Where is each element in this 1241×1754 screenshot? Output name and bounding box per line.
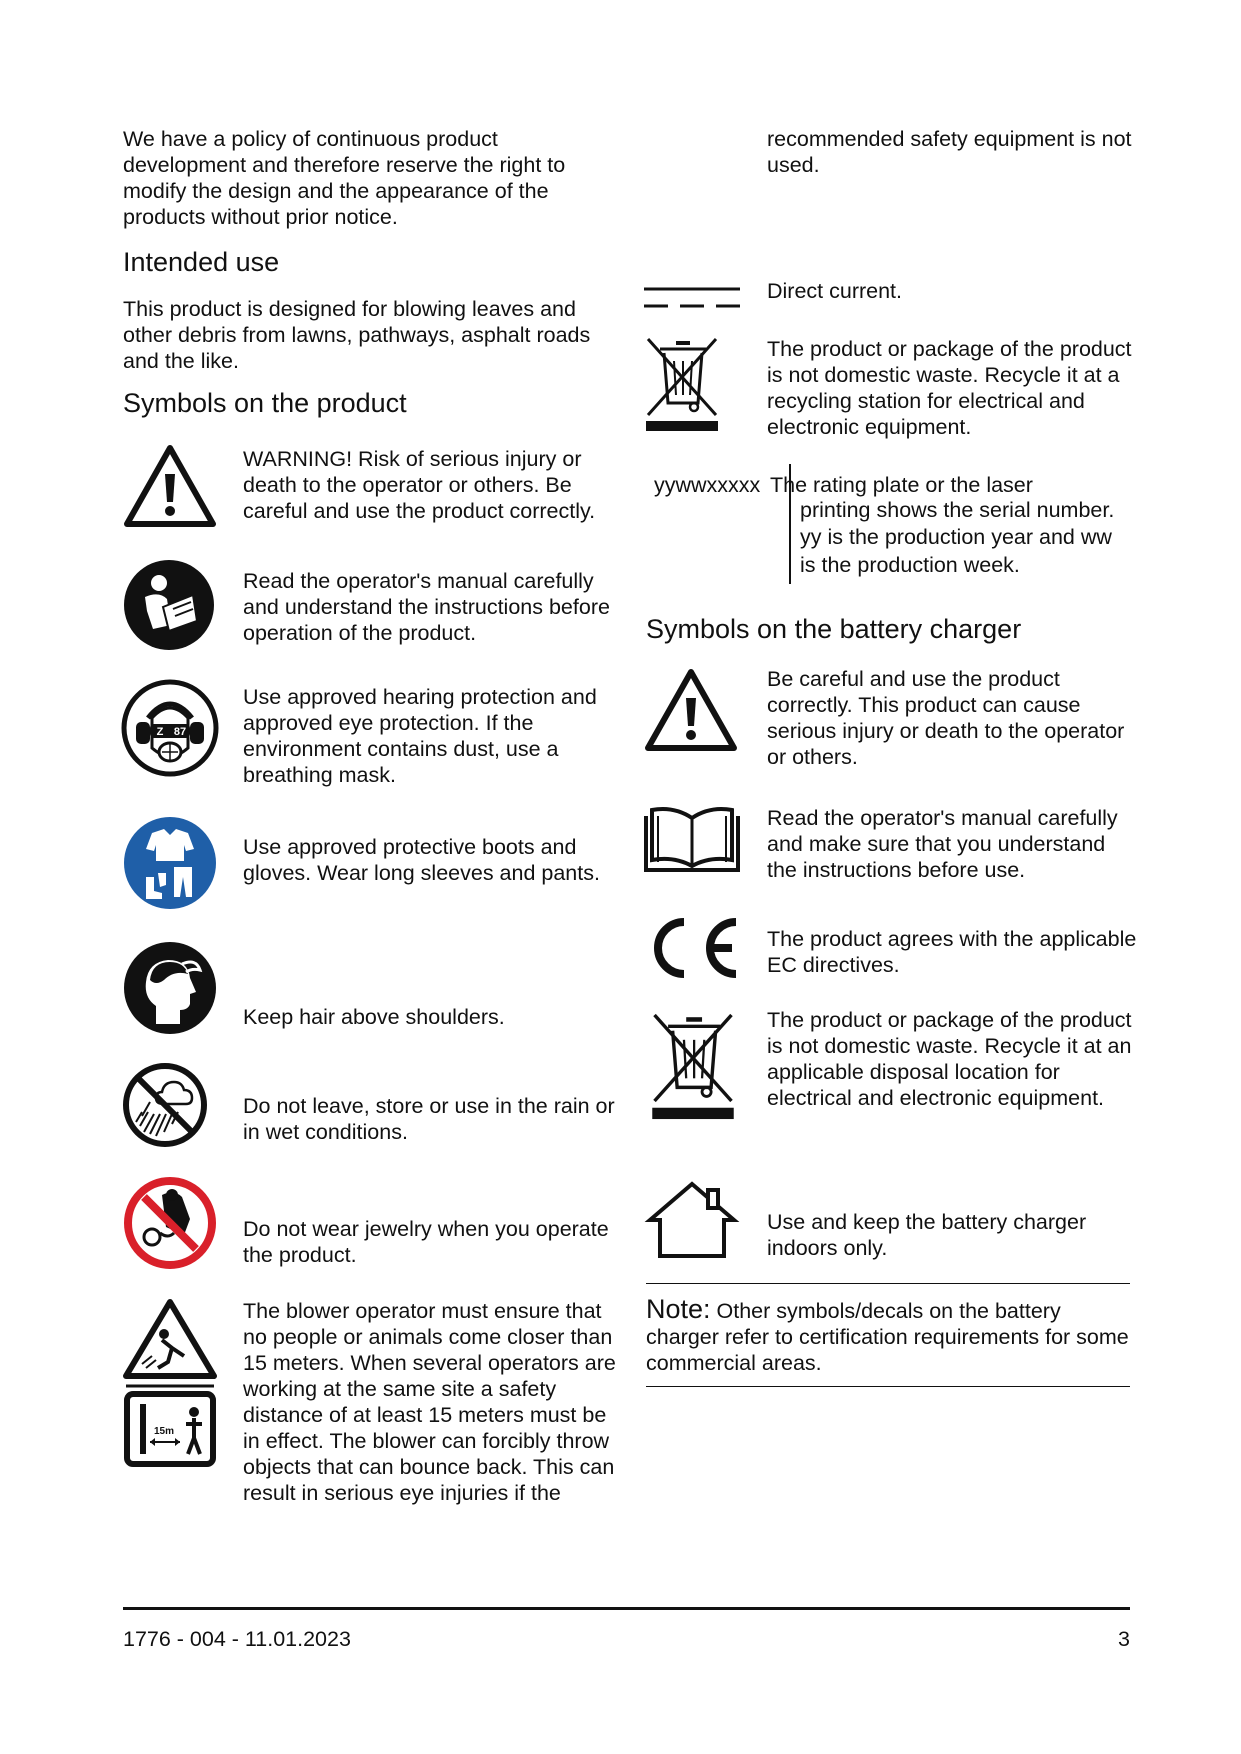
serial-line-3 — [800, 524, 1150, 550]
product-symbol-text: The blower operator must ensure that no people or animals come closer than 15 meters. When several operators are working at the same site a safety distance of at least 15 meters must be in effect. The blower can forcibly throw objects that can bounce back. This can result in serious eye injuries if the — [243, 1299, 616, 1505]
symbols-charger-heading: Symbols on the battery charger — [646, 614, 1022, 644]
charger-symbol-text: Be careful and use the product correctly. This product can cause serious injury or death to the operator or others. — [767, 667, 1125, 769]
intended-use-heading: Intended use — [123, 247, 280, 277]
symbols-product-heading: Symbols on the product — [123, 388, 407, 418]
serial-code: yywwxxxxx — [654, 473, 761, 497]
policy-paragraph: We have a policy of continuous product development and therefore reserve the right to modify the design and the appearance of the products without prior notice. — [123, 127, 566, 229]
charger-symbol-text: Use and keep the battery charger indoors only. — [767, 1210, 1087, 1260]
serial-line-2: printing shows the serial number. — [800, 498, 1115, 522]
protective-clothing-icon — [122, 815, 218, 911]
warning-triangle-icon — [644, 668, 738, 752]
direct-current-icon — [644, 286, 740, 310]
product-symbol-text: Read the operator's manual carefully and understand the instructions before operation of the product. — [243, 569, 610, 645]
note-text — [646, 1296, 1130, 1376]
house-icon — [644, 1180, 740, 1260]
hearing-label: Z — [156, 726, 164, 738]
weee-text: The product or package of the product is not domestic waste. Recycle it at a recycling station for electrical and electronic equipment. — [767, 337, 1132, 439]
product-symbol-text: Use approved protective boots and gloves. Wear long sleeves and pants. — [243, 835, 600, 885]
serial-ww: ww — [1080, 525, 1112, 549]
note-body: Other symbols/decals on the battery charger refer to certification requirements for some commercial areas. — [646, 1299, 1129, 1375]
continued-text: recommended safety equipment is not used. — [767, 127, 1132, 177]
note-label: Note: — [646, 1294, 711, 1324]
footer-rule — [123, 1607, 1130, 1610]
open-book-icon — [644, 804, 740, 874]
product-symbol-text: Keep hair above shoulders. — [243, 1005, 505, 1029]
hearing-label: 87 — [173, 726, 187, 738]
intended-use-text: This product is designed for blowing leaves and other debris from lawns, pathways, asphalt roads and the like. — [123, 297, 591, 373]
serial-line-1: The rating plate or the laser — [770, 473, 1033, 497]
footer-doc-id: 1776 - 004 - 11.01.2023 — [123, 1627, 351, 1651]
product-symbol-text: Do not wear jewelry when you operate the product. — [243, 1217, 609, 1267]
page-number: 3 — [1118, 1627, 1130, 1651]
ce-mark-icon — [644, 916, 740, 980]
weee-bin-icon — [650, 1012, 736, 1122]
charger-symbol-text: The product agrees with the applicable EC directives. — [767, 927, 1137, 977]
product-symbol-text: Use approved hearing protection and approved eye protection. If the environment contains dust, use a breathing mask. — [243, 685, 597, 787]
no-rain-icon — [122, 1062, 208, 1148]
product-symbol-text: Do not leave, store or use in the rain or in wet conditions. — [243, 1094, 615, 1144]
hair-above-shoulders-icon — [122, 940, 218, 1036]
serial-yy: yy — [800, 525, 822, 549]
read-manual-icon — [123, 559, 215, 651]
distance-label: 15m — [153, 1426, 175, 1437]
warning-triangle-icon — [123, 444, 217, 528]
hearing-eye-protection-icon — [122, 678, 218, 778]
product-symbol-text: WARNING! Risk of serious injury or death to the operator or others. Be careful and use the product correctly. — [243, 447, 596, 523]
serial-line-4: is the production week. — [800, 553, 1020, 577]
no-jewelry-icon — [122, 1175, 218, 1271]
serial-yy-text: is the production year and — [821, 525, 1081, 549]
direct-current-text: Direct current. — [767, 279, 903, 303]
charger-symbol-text: Read the operator's manual carefully and make sure that you understand the instructions before use. — [767, 806, 1118, 882]
note-top-rule — [646, 1283, 1130, 1284]
charger-symbol-text: The product or package of the product is not domestic waste. Recycle it at an applicable disposal location for electrical and electronic equipment. — [767, 1008, 1132, 1110]
weee-bin-icon — [644, 337, 720, 433]
note-bottom-rule — [646, 1386, 1130, 1387]
safety-distance-icon — [122, 1298, 218, 1468]
